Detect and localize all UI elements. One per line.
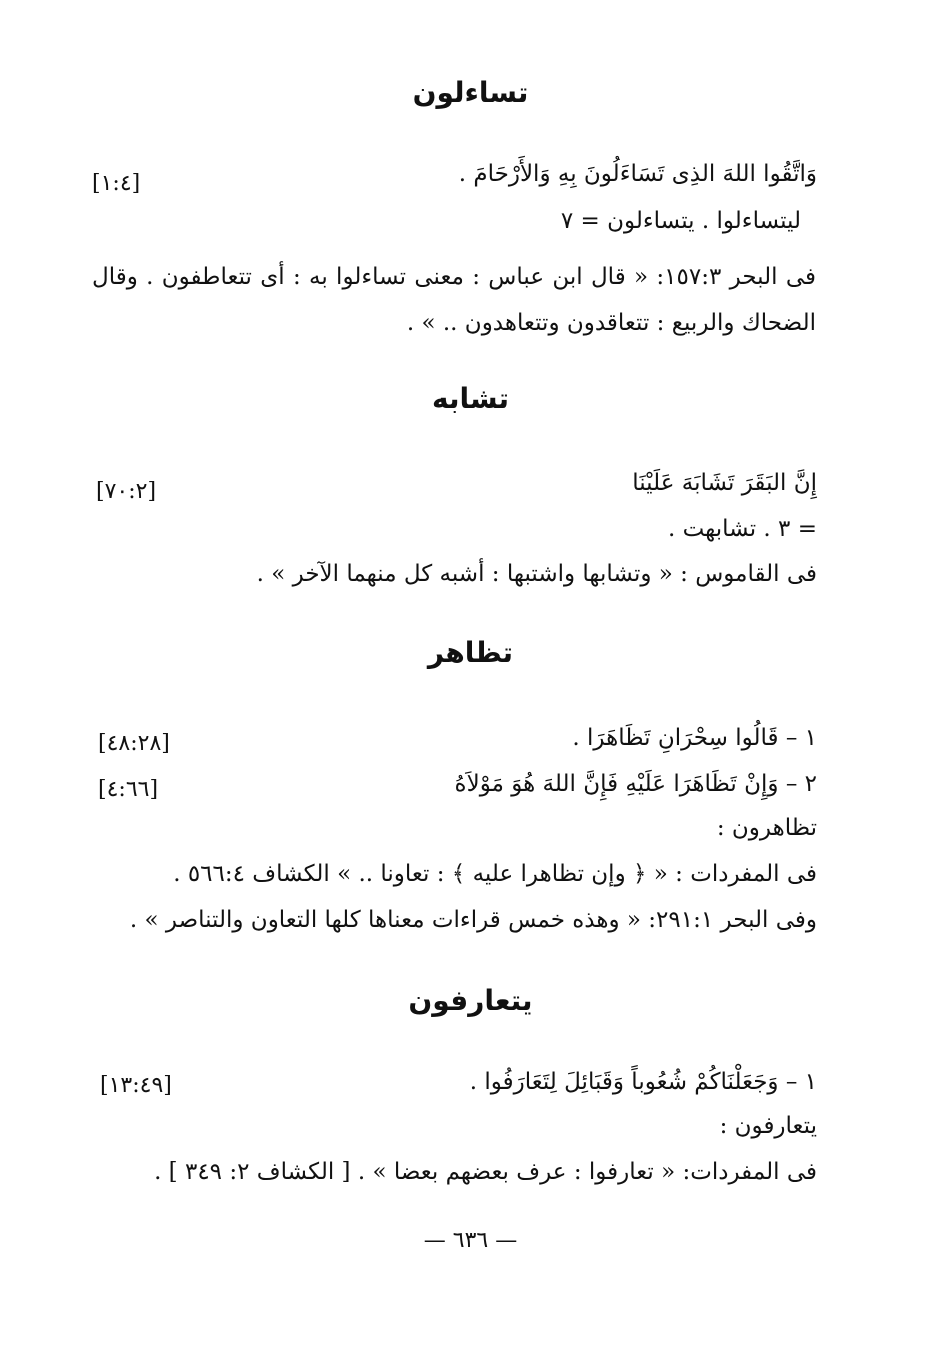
section-heading-tasaalun: تساءلون (412, 76, 529, 109)
section-heading-tashabah: تشابه (431, 382, 509, 415)
commentary-line: فى المفردات: « تعارفوا : عرف بعضهم بعضا » . [ الكشاف ٢: ٣٤٩ ] . (154, 1159, 817, 1185)
quran-verse: ٢ – وَإِنْ تَظَاهَرَا عَلَيْهِ فَإِنَّ اللهَ هُوَ مَوْلاَهُ (454, 771, 817, 797)
commentary-paragraph: فى البحر ١٥٧:٣: « قال ابن عباس : معنى تساءلوا به : أى تتعاطفون . وقال الضحاك والربيع : تتعاقدون وتتعاهدون .. » . (92, 264, 816, 336)
form-label: تظاهرون : (716, 815, 817, 841)
page-number: — ٦٣٦ — (423, 1228, 518, 1253)
section-heading-tazahur: تظاهر (427, 636, 514, 669)
commentary-line: فى المفردات : « ﴿ وإن تظاهرا عليه ﴾ : تعاونا .. » الكشاف ٥٦٦:٤ . (173, 861, 817, 887)
verse-reference: [٤:٦٦] (98, 777, 159, 802)
form-label: يتعارفون : (719, 1113, 817, 1139)
verse-reference: [١:٤] (92, 171, 141, 196)
quran-verse: إِنَّ البَقَرَ تَشَابَهَ عَلَيْنَا (632, 470, 817, 496)
word-count-line: ليتساءلوا . يتساءلون = ٧ (560, 208, 801, 234)
quran-verse: وَاتَّقُوا اللهَ الذِى تَسَاءَلُونَ بِهِ وَالأَرْحَامَ . (458, 161, 817, 187)
section-heading-yataarafun: يتعارفون (408, 984, 533, 1017)
commentary-line: وفى البحر ٢٩١:١: « وهذه خمس قراءات معناها كلها التعاون والتناصر » . (129, 907, 817, 933)
verse-reference: [١٣:٤٩] (100, 1073, 172, 1098)
verse-reference: [٧٠:٢] (96, 479, 157, 504)
quran-verse: ١ – وَجَعَلْنَاكُمْ شُعُوباً وَقَبَائِلَ لِتَعَارَفُوا . (469, 1069, 817, 1095)
quran-verse: ١ – قَالُوا سِحْرَانِ تَظَاهَرَا . (572, 725, 817, 751)
verse-reference: [٤٨:٢٨] (98, 731, 170, 756)
count-line: = ٣ . تشابهت . (667, 516, 817, 542)
dictionary-note: فى القاموس : « وتشابها واشتبها : أشبه كل منهما الآخر » . (256, 561, 817, 587)
